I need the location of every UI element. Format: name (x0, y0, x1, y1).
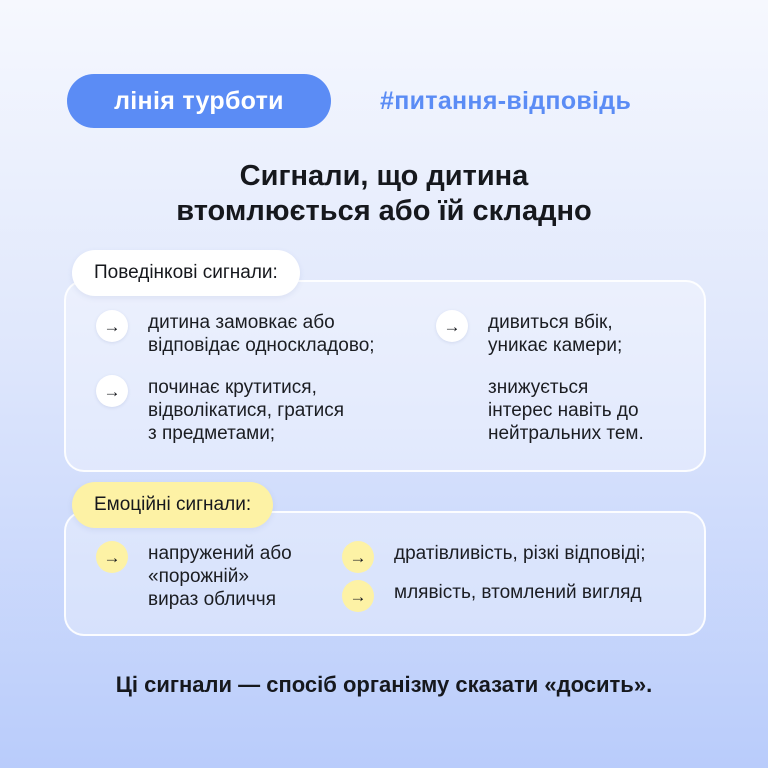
arrow-right-icon: → (96, 375, 128, 407)
emotion-item-2-text (394, 542, 646, 565)
title-line-1: Сигнали, що дитина (239, 160, 529, 192)
behavior-item-1-text (148, 311, 375, 357)
text-line: інтерес навіть до (488, 400, 639, 421)
text-line: напружений або (148, 543, 292, 564)
text-line: відволікатися, гратися (148, 400, 345, 421)
arrow-right-icon: → (96, 310, 128, 342)
text-line: вираз обличчя (148, 589, 276, 610)
behavior-item-2-text (148, 376, 344, 445)
behavior-item-1 (96, 311, 375, 357)
text-line: відповідає односкладово; (148, 335, 375, 356)
footer-caption: Ці сигнали — спосіб організму сказати «досить». (115, 672, 653, 697)
text-line: знижується (488, 377, 589, 398)
text-line: дивиться вбік, (488, 312, 613, 333)
emotion-item-2 (342, 542, 646, 573)
emotion-item-3 (342, 581, 642, 612)
topic-tag: лінія турботи (67, 74, 331, 128)
emotion-section-label: Емоційні сигнали: (72, 482, 273, 528)
emotion-item-3-text (394, 581, 642, 604)
arrow-right-icon: → (96, 541, 128, 573)
text-line: починає крутитися, (148, 377, 317, 398)
arrow-right-icon: → (436, 310, 468, 342)
page-title (0, 159, 768, 229)
text-line: дратівливість, різкі відповіді; (394, 543, 646, 564)
emotion-item-1 (96, 542, 292, 611)
behavior-item-4-text (488, 376, 644, 445)
text-line: уникає камери; (488, 335, 623, 356)
hashtag-label: #питання-відповідь (380, 86, 632, 115)
text-line: «порожній» (148, 566, 249, 587)
behavior-section-label: Поведінкові сигнали: (72, 250, 300, 296)
behavior-item-2 (96, 376, 344, 445)
text-line: млявість, втомлений вигляд (394, 582, 642, 603)
text-line: нейтральних тем. (488, 423, 644, 444)
behavior-item-4 (488, 376, 644, 445)
text-line: з предметами; (148, 423, 276, 444)
behavior-item-3-text (488, 311, 622, 357)
behavior-item-3 (436, 311, 622, 357)
arrow-right-icon: → (342, 541, 374, 573)
arrow-right-icon: → (342, 580, 374, 612)
title-line-2: втомлюється або їй складно (176, 195, 592, 227)
emotion-item-1-text (148, 542, 292, 611)
text-line: дитина замовкає або (148, 312, 335, 333)
